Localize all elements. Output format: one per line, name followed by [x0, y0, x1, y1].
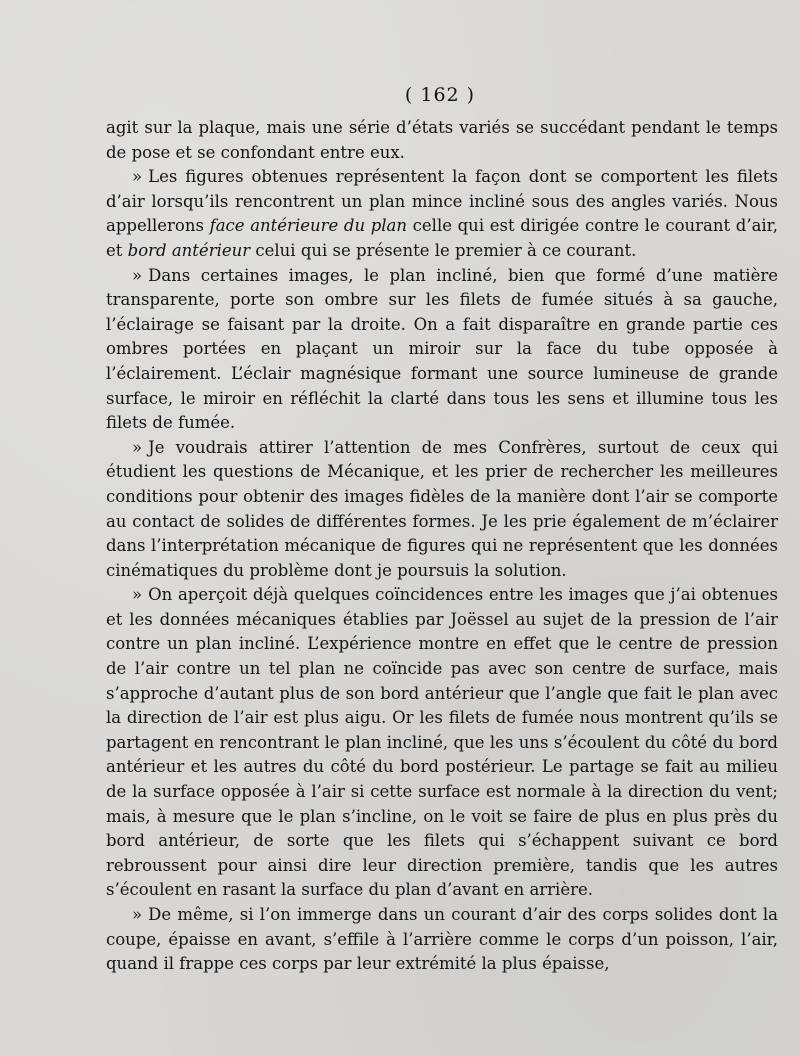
paragraph-text: On aperçoit déjà quelques coïncidences entre les images que j’ai obtenues et les données mécaniques établies par Joëssel au sujet de la pression de l’air contre un plan incliné. L’expérience montre en effet que le centre de pression de l’air contre un tel plan ne coïncide pas avec son centre de surface, mais s’approche d’autant plus de son bord antérieur que l’angle que fait le plan avec la direction de l’air est plus aigu. Or les filets de fumée nous montrent qu’ils se partagent en rencontrant le plan incliné, que les uns s’écoulent du côté du bord antérieur et les autres du côté du bord postérieur. Le partage se fait au milieu de la surface opposée à l’air si cette surface est normale à la direction du vent; mais, à mesure que le plan s’incline, on le voit se faire de plus en plus près du bord antérieur, de sorte que les filets qui s’échappent suivant ce bord rebroussent pour ainsi dire leur direction première, tandis que les autres s’écoulent en rasant la surface du plan d’avant en arrière. — [106, 585, 778, 900]
page-number: ( 162 ) — [404, 84, 476, 106]
paragraph-text: De même, si l’on immerge dans un courant d’air des corps solides dont la coupe, épaisse en avant, s’effile à l’arrière comme le corps d’un poisson, l’air, quand il frappe ces corps par leur extrémité la plus épaisse, — [106, 905, 778, 974]
paragraph-marker: » — [132, 265, 143, 285]
paragraph-text-end: celui qui se présente le premier à ce courant. — [250, 240, 637, 260]
paragraph-marker: » — [132, 905, 143, 924]
paragraph-4 — [106, 436, 778, 584]
paragraph-5 — [106, 583, 778, 903]
emphasis-term: bord antérieur — [127, 240, 251, 260]
paragraph-marker: » — [132, 167, 143, 187]
paragraph-2 — [106, 165, 778, 263]
paragraph-text: agit sur la plaque, mais une série d’états variés se succédant pendant le temps de pose et se confondant entre eux. — [106, 118, 778, 162]
paragraph-text: Dans certaines images, le plan incliné, bien que formé d’une matière transparente, porte son ombre sur les filets de fumée situés à sa gauche, l’éclairage se faisant par la droite. On a fait disparaître en grande partie ces ombres portées en plaçant un miroir sur la face du tube opposée à l’éclairement. L’éclair magnésique formant une source lumineuse de grande surface, le miroir en réfléchit la clarté dans tous les sens et illumine tous les filets de fumée. — [106, 265, 778, 433]
paragraph-6 — [106, 903, 778, 977]
paragraph-text-mid: celle qui est dirigée contre le courant d’air, et — [106, 216, 779, 260]
paragraph-text: Je voudrais attirer l’attention de mes Confrères, surtout de ceux qui étudient les questions de Mécanique, et les prier de rechercher les meilleures conditions pour obtenir des images fidèles de la manière dont l’air se comporte au contact de solides de différentes formes. Je les prie également de m’éclairer dans l’interprétation mécanique de figures qui ne représentent que les données cinématiques du problème dont je poursuis la solution. — [106, 437, 778, 580]
paragraph-marker: » — [132, 437, 143, 457]
paragraph-1 — [106, 116, 778, 165]
emphasis-term: face antérieure du plan — [209, 216, 408, 236]
body-text — [106, 116, 778, 977]
paragraph-marker: » — [132, 585, 143, 605]
paragraph-text: Les figures obtenues représentent la façon dont se comportent les filets d’air lorsqu’ils rencontrent un plan mince incliné sous des angles variés. Nous appellerons — [106, 167, 778, 236]
paragraph-3 — [106, 264, 778, 436]
